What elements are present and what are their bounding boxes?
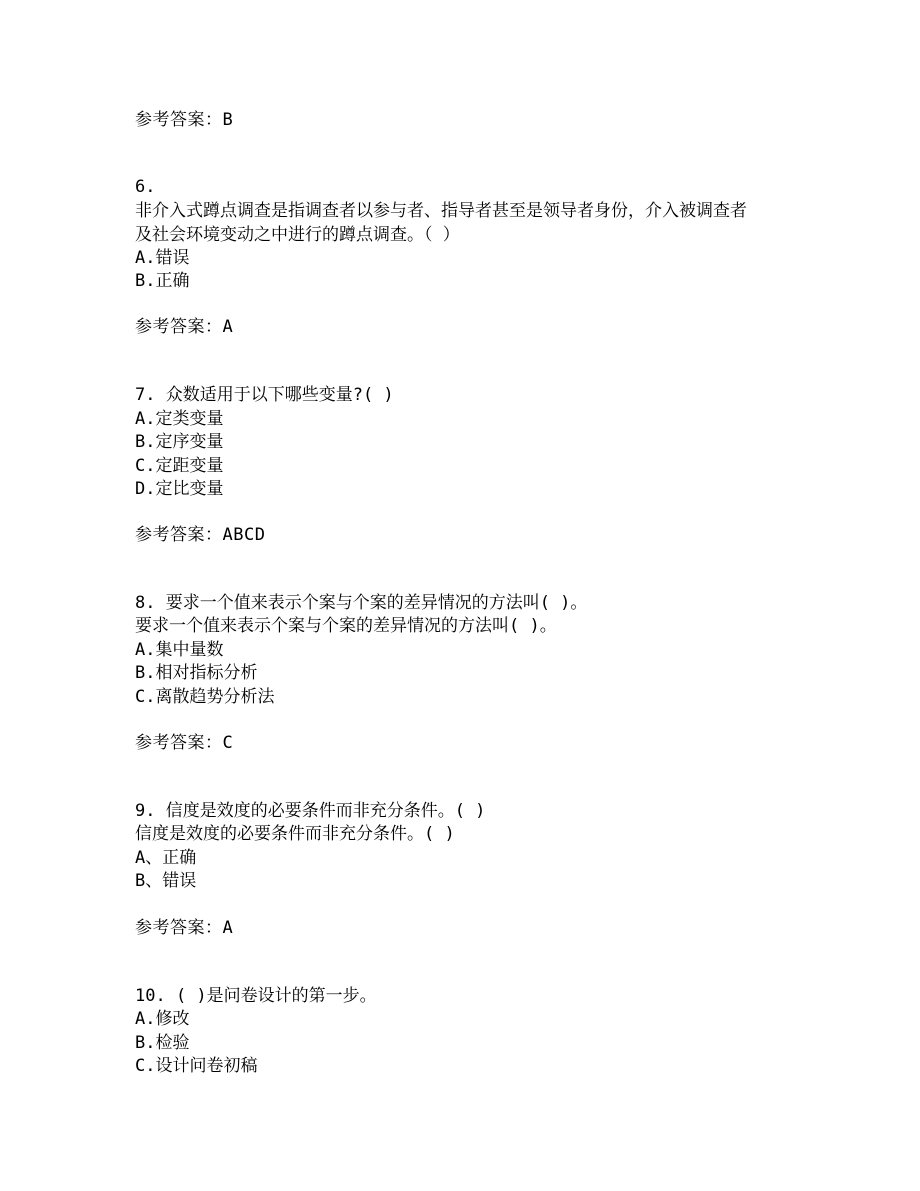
question-8-option-c: C.离散趋势分析法 — [135, 687, 275, 707]
question-6-number: 6. — [135, 177, 156, 197]
question-10-stem: 10. ( )是问卷设计的第一步。 — [135, 986, 377, 1006]
question-7-option-c: C.定距变量 — [135, 456, 224, 476]
question-7-stem: 7. 众数适用于以下哪些变量?( ) — [135, 385, 394, 405]
answer-q5: 参考答案：B — [135, 110, 234, 130]
question-10-option-a: A.修改 — [135, 1009, 190, 1029]
question-9-option-a: A、正确 — [135, 848, 197, 868]
question-8-stem-repeat: 要求一个值来表示个案与个案的差异情况的方法叫( )。 — [135, 616, 557, 636]
question-10-option-c: C.设计问卷初稿 — [135, 1056, 258, 1076]
question-6-option-a: A.错误 — [135, 248, 190, 268]
question-9-stem-repeat: 信度是效度的必要条件而非充分条件。( ) — [135, 824, 455, 844]
answer-q9: 参考答案：A — [135, 918, 234, 938]
question-10-option-b: B.检验 — [135, 1033, 190, 1053]
question-6-stem-line2: 及社会环境变动之中进行的蹲点调查。（ ） — [135, 225, 460, 245]
answer-q8: 参考答案：C — [135, 733, 234, 753]
answer-q6: 参考答案：A — [135, 317, 234, 337]
question-7-option-b: B.定序变量 — [135, 432, 224, 452]
question-9-option-b: B、错误 — [135, 871, 197, 891]
question-7-option-d: D.定比变量 — [135, 479, 224, 499]
question-9-stem: 9. 信度是效度的必要条件而非充分条件。( ) — [135, 801, 486, 821]
question-6-stem-line1: 非介入式蹲点调查是指调查者以参与者、指导者甚至是领导者身份，介入被调查者 — [135, 201, 747, 221]
question-7-option-a: A.定类变量 — [135, 409, 224, 429]
question-6-option-b: B.正确 — [135, 271, 190, 291]
question-8-option-b: B.相对指标分析 — [135, 663, 258, 683]
question-8-stem: 8. 要求一个值来表示个案与个案的差异情况的方法叫( )。 — [135, 593, 588, 613]
answer-q7: 参考答案：ABCD — [135, 525, 266, 545]
question-8-option-a: A.集中量数 — [135, 640, 224, 660]
